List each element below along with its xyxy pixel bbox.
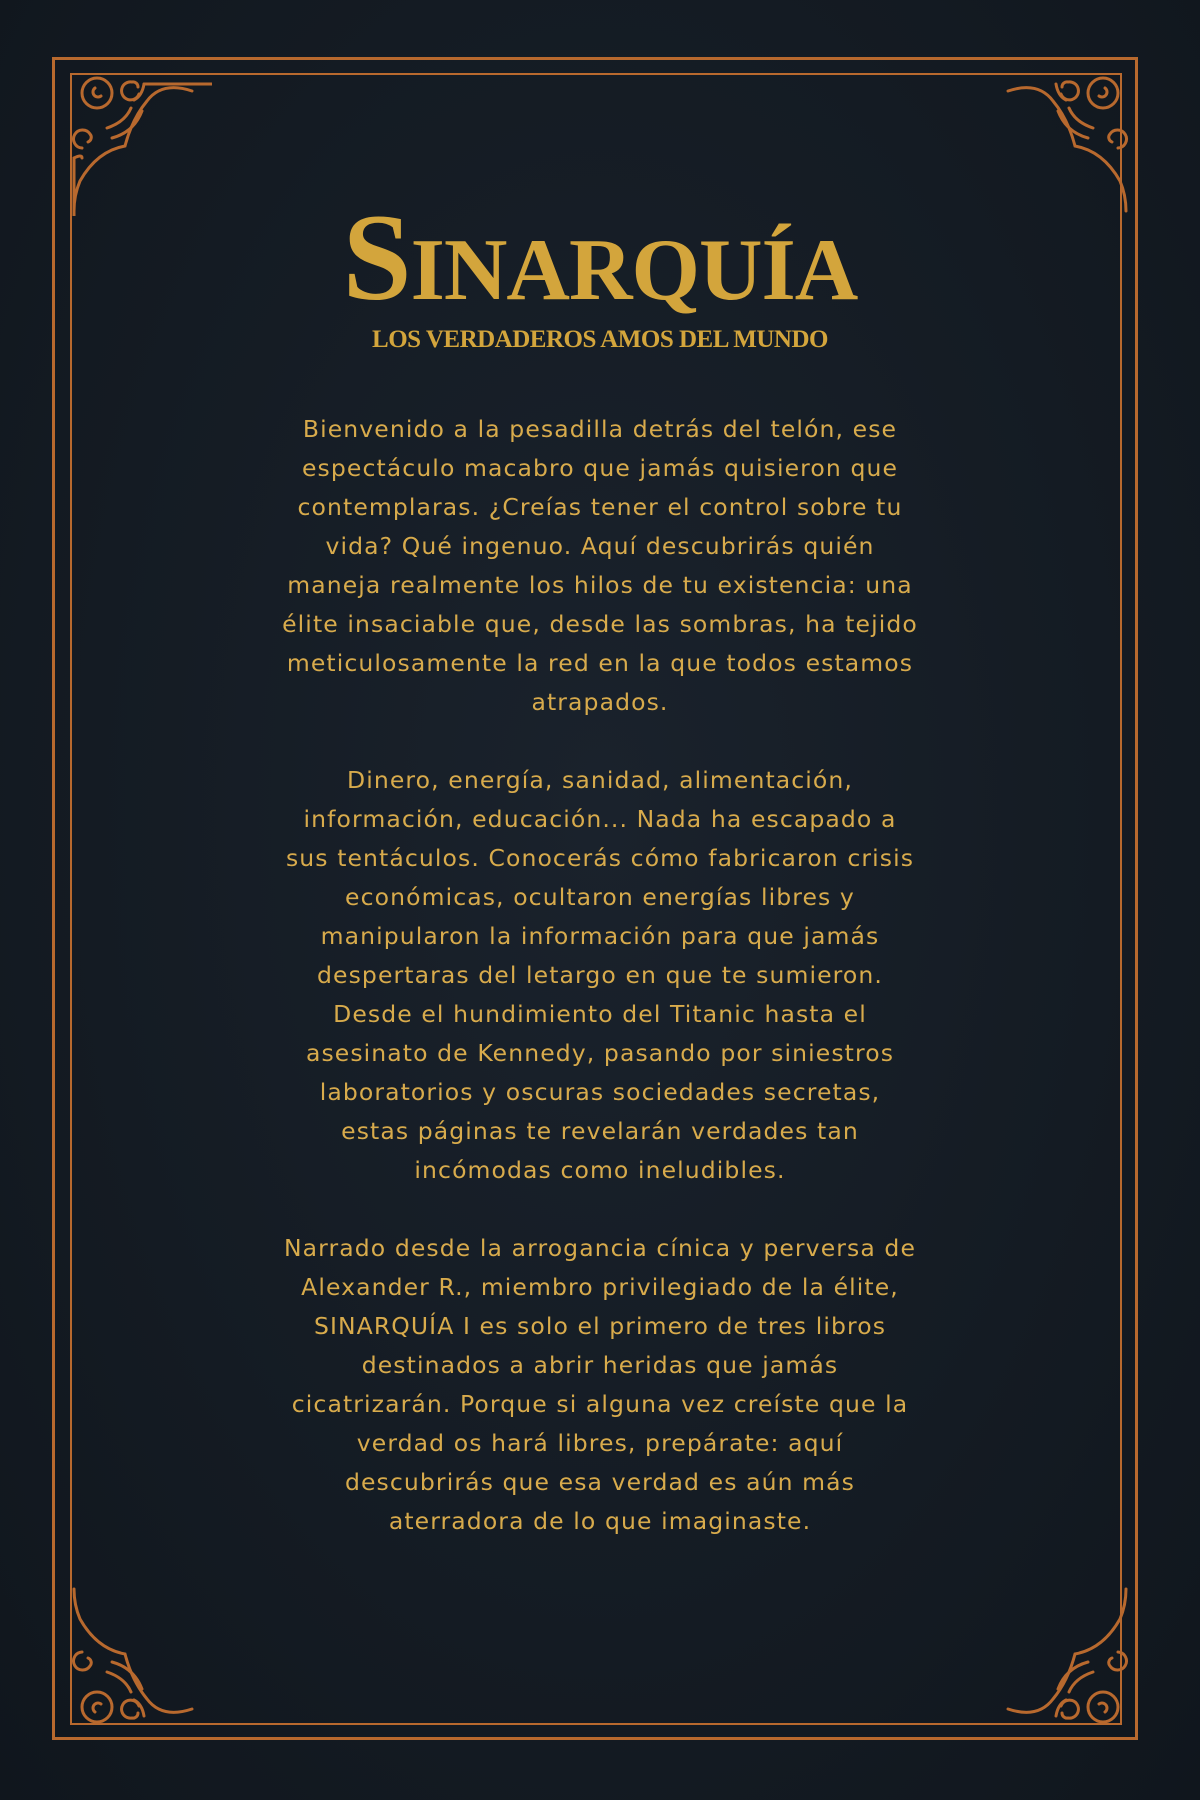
- text-line: incómodas como ineludibles.: [414, 1156, 786, 1184]
- blurb-text: [240, 410, 960, 1580]
- text-line: descubrirás que esa verdad es aún más: [344, 1468, 855, 1496]
- text-line: estas páginas te revelarán verdades tan: [341, 1117, 859, 1145]
- title-rest: INARQUÍA: [410, 222, 858, 319]
- text-line: manipularon la información para que jamás: [320, 922, 880, 950]
- text-line: maneja realmente los hilos de tu existencia: una: [287, 571, 913, 599]
- book-title: [0, 189, 1200, 326]
- text-line: sus tentáculos. Conocerás cómo fabricaron crisis: [285, 844, 915, 872]
- text-line: vida? Qué ingenuo. Aquí descubrirás quién: [325, 532, 875, 560]
- text-line: atrapados.: [531, 688, 669, 716]
- paragraph-2: [240, 761, 960, 1190]
- text-line: destinados a abrir heridas que jamás: [361, 1351, 839, 1379]
- corner-ornament-bottom-left-icon: [62, 1584, 212, 1734]
- paragraph-1: [240, 410, 960, 722]
- text-line: aterradora de lo que imaginaste.: [388, 1507, 812, 1535]
- corner-ornament-bottom-right-icon: [988, 1584, 1138, 1734]
- text-line: Bienvenido a la pesadilla detrás del telón, ese: [302, 415, 898, 443]
- title-initial: S: [342, 189, 411, 326]
- text-line: meticulosamente la red en la que todos estamos: [286, 649, 914, 677]
- text-line: laboratorios y oscuras sociedades secretas,: [319, 1078, 881, 1106]
- text-line: despertaras del letargo en que te sumieron.: [317, 961, 883, 989]
- title-block: [0, 189, 1200, 354]
- text-line: cicatrizarán. Porque si alguna vez creíste que la: [291, 1390, 909, 1418]
- text-line: económicas, ocultaron energías libres y: [345, 883, 855, 911]
- text-line: Desde el hundimiento del Titanic hasta el: [333, 1000, 867, 1028]
- paragraph-3: [240, 1229, 960, 1541]
- text-line: verdad os hará libres, prepárate: aquí: [356, 1429, 844, 1457]
- text-line: élite insaciable que, desde las sombras, ha tejido: [282, 610, 918, 638]
- text-line: información, educación... Nada ha escapado a: [303, 805, 897, 833]
- corner-ornament-top-left-icon: [62, 66, 212, 216]
- corner-ornament-top-right-icon: [988, 66, 1138, 216]
- text-line: SINARQUÍA I es solo el primero de tres libros: [313, 1312, 887, 1340]
- text-line: Narrado desde la arrogancia cínica y perversa de: [283, 1234, 916, 1262]
- book-subtitle: LOS VERDADEROS AMOS DEL MUNDO: [372, 326, 828, 353]
- text-line: Alexander R., miembro privilegiado de la élite,: [301, 1273, 899, 1301]
- text-line: contemplaras. ¿Creías tener el control sobre tu: [297, 493, 903, 521]
- text-line: Dinero, energía, sanidad, alimentación,: [347, 766, 853, 794]
- text-line: asesinato de Kennedy, pasando por siniestros: [305, 1039, 895, 1067]
- text-line: espectáculo macabro que jamás quisieron que: [301, 454, 899, 482]
